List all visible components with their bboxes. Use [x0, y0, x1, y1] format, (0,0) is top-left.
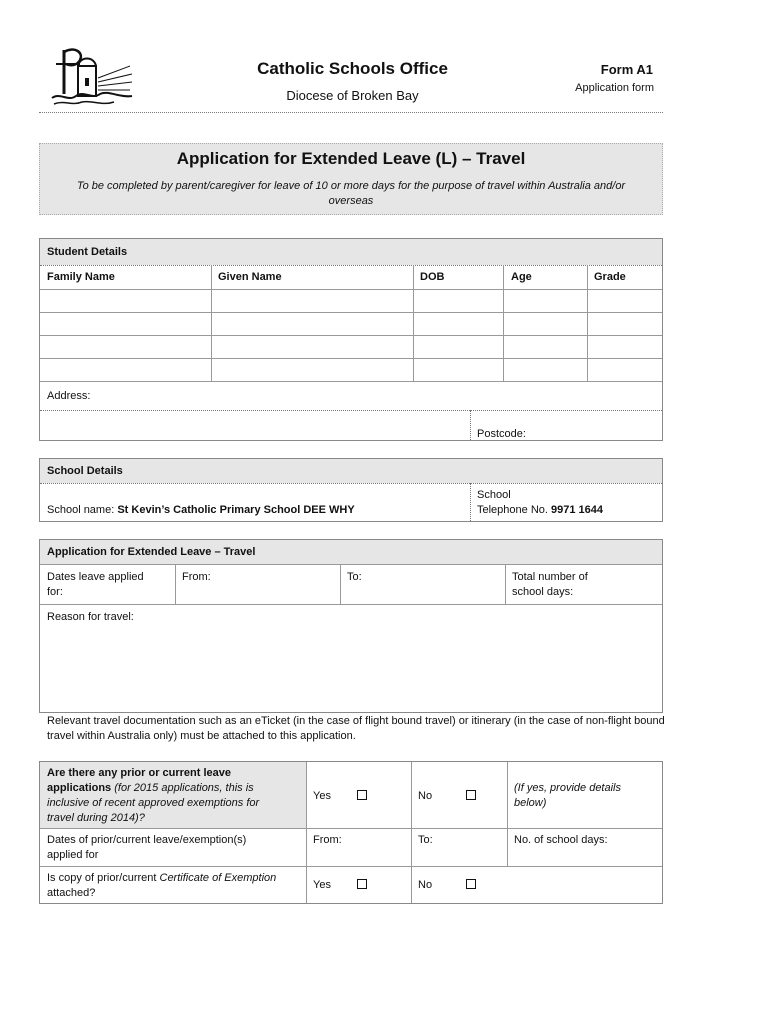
- reason-field[interactable]: [41, 628, 661, 711]
- certificate-yes-checkbox[interactable]: [357, 879, 367, 889]
- student-details-header: [40, 239, 662, 265]
- school-phone-value: 9971 1644: [551, 504, 603, 516]
- col-grade: Grade: [594, 271, 626, 283]
- col-age: Age: [511, 271, 532, 283]
- banner-instruction: To be completed by parent/caregiver for leave of 10 or more days for the purpose of travel within Australia and/or overseas: [76, 180, 626, 207]
- header-subtitle: Diocese of Broken Bay: [286, 88, 419, 103]
- student-1-dob[interactable]: [414, 290, 503, 312]
- student-4-grade[interactable]: [588, 359, 662, 381]
- certificate-no-label: No: [418, 879, 433, 891]
- student-3-family-name[interactable]: [40, 336, 211, 358]
- postcode-field[interactable]: [530, 420, 660, 440]
- student-2-family-name[interactable]: [40, 313, 211, 335]
- title-banner: [39, 143, 663, 215]
- total-days-label: Total number of school days:: [512, 571, 588, 598]
- prior-days-label: No. of school days:: [514, 834, 608, 846]
- student-3-age[interactable]: [504, 336, 587, 358]
- prior-from-field[interactable]: [307, 848, 411, 866]
- form-code: Form A1: [600, 62, 653, 77]
- details-note: (If yes, provide details below): [514, 782, 621, 809]
- student-1-family-name[interactable]: [40, 290, 211, 312]
- student-4-given-name[interactable]: [212, 359, 413, 381]
- dates-leave-label: Dates leave applied for:: [47, 571, 144, 598]
- leave-from-field[interactable]: [176, 586, 340, 604]
- address-label: Address:: [47, 390, 91, 402]
- prior-yes-checkbox[interactable]: [357, 790, 367, 800]
- form-type: Application form: [575, 82, 654, 94]
- col-given-name: Given Name: [218, 271, 282, 283]
- student-3-given-name[interactable]: [212, 336, 413, 358]
- header-title: Catholic Schools Office: [257, 59, 448, 78]
- student-3-grade[interactable]: [588, 336, 662, 358]
- prior-from-label: From:: [313, 834, 342, 846]
- school-details-label: School Details: [47, 465, 123, 477]
- prior-days-field[interactable]: [508, 848, 662, 866]
- student-4-dob[interactable]: [414, 359, 503, 381]
- col-family-name: Family Name: [47, 271, 115, 283]
- student-1-given-name[interactable]: [212, 290, 413, 312]
- student-2-given-name[interactable]: [212, 313, 413, 335]
- leave-to-field[interactable]: [341, 586, 505, 604]
- student-1-grade[interactable]: [588, 290, 662, 312]
- documentation-note: Relevant travel documentation such as an eTicket (in the case of flight bound travel) or itinerary (in the case of non-flight bound travel within Australia only) must be attached to this application.: [47, 715, 665, 742]
- prior-yes-label: Yes: [313, 790, 331, 802]
- postcode-label: Postcode:: [477, 428, 526, 440]
- header-divider: [39, 112, 663, 113]
- diocese-logo: [50, 44, 134, 106]
- student-details-label: Student Details: [47, 246, 128, 258]
- prior-dates-label: Dates of prior/current leave/exemption(s) applied for: [47, 834, 247, 861]
- student-4-family-name[interactable]: [40, 359, 211, 381]
- student-2-age[interactable]: [504, 313, 587, 335]
- leave-from-label: From:: [182, 571, 211, 583]
- student-2-grade[interactable]: [588, 313, 662, 335]
- school-phone: School Telephone No. 9971 1644: [477, 489, 603, 516]
- prior-to-field[interactable]: [412, 848, 507, 866]
- student-4-age[interactable]: [504, 359, 587, 381]
- leave-to-label: To:: [347, 571, 362, 583]
- student-1-age[interactable]: [504, 290, 587, 312]
- certificate-no-checkbox[interactable]: [466, 879, 476, 889]
- total-days-field[interactable]: [590, 586, 660, 604]
- extended-leave-label: Application for Extended Leave – Travel: [47, 546, 256, 558]
- school-name-value: St Kevin’s Catholic Primary School DEE WHY: [117, 504, 355, 516]
- certificate-yes-label: Yes: [313, 879, 331, 891]
- certificate-question: Is copy of prior/current Certificate of Exemption attached?: [47, 872, 277, 899]
- prior-question: Are there any prior or current leave applications (for 2015 applications, this is inclusive of recent approved exemptions for travel during 2014)?: [47, 767, 260, 824]
- address-field[interactable]: [40, 411, 469, 440]
- col-dob: DOB: [420, 271, 445, 283]
- school-details-header: [40, 459, 662, 483]
- prior-no-label: No: [418, 790, 433, 802]
- student-3-dob[interactable]: [414, 336, 503, 358]
- school-name: School name: St Kevin’s Catholic Primary School DEE WHY: [47, 504, 355, 516]
- prior-no-checkbox[interactable]: [466, 790, 476, 800]
- student-2-dob[interactable]: [414, 313, 503, 335]
- page-title: Application for Extended Leave (L) – Travel: [176, 149, 526, 168]
- prior-to-label: To:: [418, 834, 433, 846]
- reason-label: Reason for travel:: [47, 611, 134, 623]
